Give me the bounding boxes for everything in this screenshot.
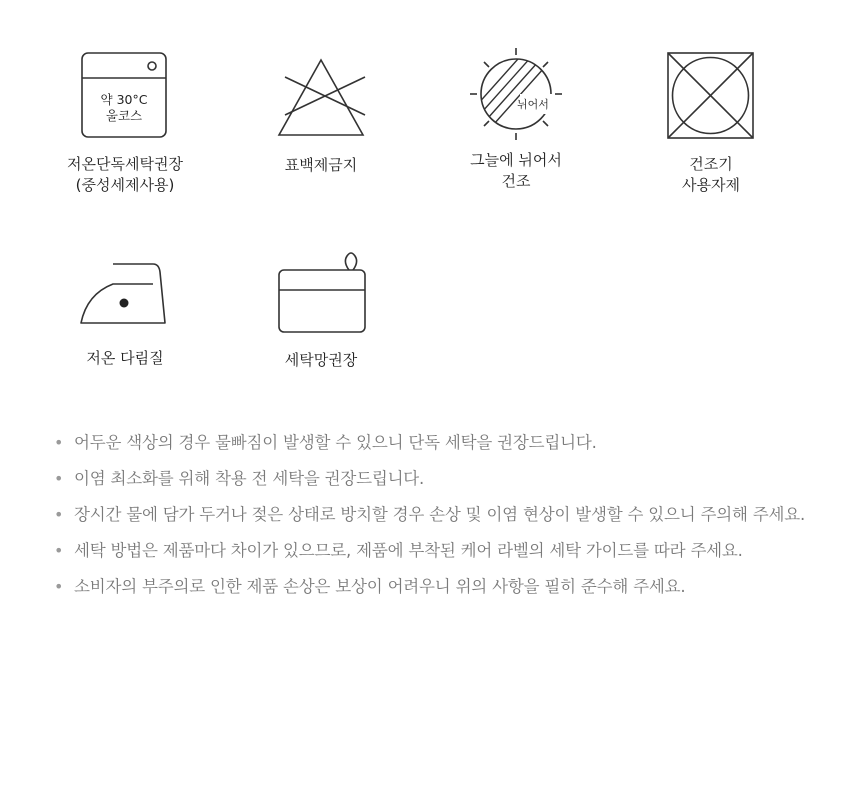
shade-hang-dry-icon — [466, 46, 566, 142]
no-tumble-dry-caption: 건조기 사용자제 — [682, 155, 740, 194]
low-temp-handwash-icon — [80, 52, 170, 140]
bullet-icon: • — [54, 505, 64, 524]
note-text: 소비자의 부주의로 인한 제품 손상은 보상이 어려우니 위의 사항을 필히 준수해 주세요. — [74, 577, 686, 596]
low-iron-icon — [79, 262, 171, 326]
care-item-handwash — [50, 52, 200, 196]
handwash-caption: 저온단독세탁권장 (중성세제사용) — [67, 155, 183, 194]
list-item — [54, 502, 814, 528]
care-item-no-bleach — [246, 55, 396, 176]
care-notes-list — [54, 430, 814, 610]
note-text: 이염 최소화를 위해 착용 전 세탁을 권장드립니다. — [74, 469, 425, 488]
care-item-shade-dry — [441, 46, 591, 192]
no-bleach-caption: 표백제금지 — [284, 156, 358, 174]
net-wash-icon — [275, 250, 367, 336]
list-item — [54, 430, 814, 456]
net-wash-caption: 세탁망권장 — [284, 351, 358, 369]
no-tumble-dry-icon — [666, 52, 756, 140]
bullet-icon: • — [54, 541, 64, 560]
shade-dry-caption: 그늘에 뉘어서 건조 — [470, 151, 562, 190]
list-item — [54, 466, 814, 492]
list-item — [54, 538, 814, 564]
course-label: 울코스 — [105, 108, 143, 123]
care-item-low-iron — [50, 262, 200, 369]
care-item-no-tumble-dry — [636, 52, 786, 196]
low-iron-caption: 저온 다림질 — [86, 349, 164, 367]
bullet-icon: • — [54, 433, 64, 452]
bullet-icon: • — [54, 469, 64, 488]
care-item-net-wash — [246, 250, 396, 371]
lay-flat-label: 뉘어서 — [517, 98, 549, 111]
list-item — [54, 574, 814, 600]
no-bleach-icon — [271, 55, 371, 141]
note-text: 장시간 물에 담가 두거나 젖은 상태로 방치할 경우 손상 및 이염 현상이 발생할 수 있으니 주의해 주세요. — [74, 505, 806, 524]
temp-label: 약 30°C — [100, 92, 148, 107]
bullet-icon: • — [54, 577, 64, 596]
note-text: 어두운 색상의 경우 물빠짐이 발생할 수 있으니 단독 세탁을 권장드립니다. — [74, 433, 597, 452]
note-text: 세탁 방법은 제품마다 차이가 있으므로, 제품에 부착된 케어 라벨의 세탁 가이드를 따라 주세요. — [74, 541, 743, 560]
